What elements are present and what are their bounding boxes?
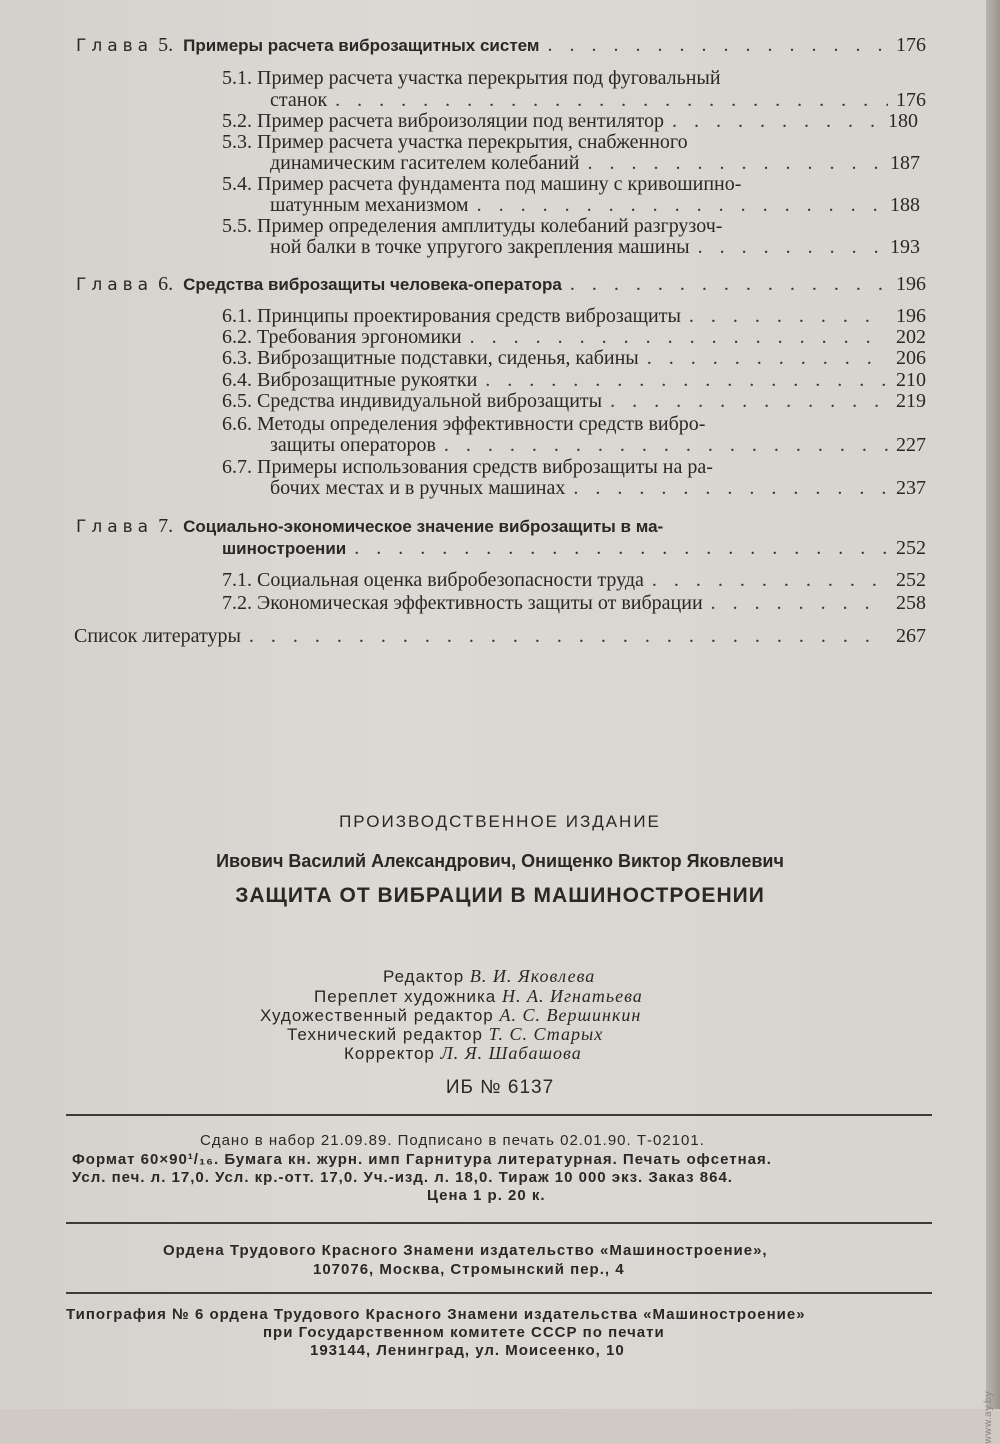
page-number: 219 — [896, 390, 926, 412]
book-title: ЗАЩИТА ОТ ВИБРАЦИИ В МАШИНОСТРОЕНИИ — [235, 884, 765, 907]
specs-line-1: Сдано в набор 21.09.89. Подписано в печать 02.01.90. Т-02101. — [200, 1132, 705, 1149]
page-number: 210 — [896, 369, 926, 391]
toc-references — [74, 625, 926, 647]
section-title: Пример определения амплитуды колебаний разгрузоч- — [257, 215, 723, 237]
leader-dots — [470, 326, 888, 348]
printer-line-2: при Государственном комитете СССР по печати — [263, 1324, 665, 1341]
page-number: 196 — [896, 273, 926, 295]
section-number: 5.2. — [222, 110, 252, 132]
section-title: Принципы проектирования средств виброзащиты — [257, 305, 681, 327]
page-number: 237 — [896, 477, 926, 499]
leader-dots — [335, 89, 888, 111]
leader-dots — [573, 477, 888, 499]
staff-role: Переплет художника — [314, 987, 497, 1006]
section-number: 6.3. — [222, 347, 252, 369]
section-title: Экономическая эффективность защиты от вибрации — [257, 592, 703, 614]
references-title: Список литературы — [74, 625, 241, 647]
publisher-line-1: Ордена Трудового Красного Знамени издательство «Машиностроение», — [163, 1242, 768, 1259]
toc-section-5-1-cont — [270, 89, 926, 111]
chapter-word: Глава — [76, 517, 154, 537]
section-title: Виброзащитные подставки, сиденья, кабины — [257, 347, 639, 369]
printer-line-3: 193144, Ленинград, ул. Моисеенко, 10 — [310, 1342, 625, 1359]
page-number: 202 — [896, 326, 926, 348]
toc-chapter-5 — [76, 34, 926, 57]
section-title-cont: динамическим гасителем колебаний — [270, 152, 580, 174]
section-number: 6.6. — [222, 413, 252, 435]
section-number: 5.3. — [222, 131, 252, 153]
printer-line-1: Типография № 6 ордена Трудового Красного Знамени издательства «Машиностроение» — [66, 1306, 806, 1323]
chapter-number: 5. — [158, 34, 174, 56]
leader-dots — [711, 592, 888, 614]
section-title: Методы определения эффективности средств вибро- — [257, 413, 706, 435]
leader-dots — [698, 236, 882, 258]
staff-role: Корректор — [344, 1044, 435, 1063]
toc-section-5-5 — [222, 215, 842, 237]
page-number: 176 — [896, 89, 926, 111]
section-title-cont: станок — [270, 89, 328, 111]
page-number: 258 — [896, 592, 926, 614]
staff-name: В. И. Яковлева — [469, 966, 596, 986]
section-number: 6.2. — [222, 326, 252, 348]
section-number: 5.1. — [222, 67, 252, 89]
page-number: 180 — [888, 110, 918, 132]
leader-dots — [547, 34, 888, 56]
leader-dots — [444, 434, 888, 456]
page-number: 188 — [890, 194, 920, 216]
leader-dots — [689, 305, 888, 327]
toc-section-6-6 — [222, 413, 842, 435]
chapter-number: 7. — [158, 515, 174, 537]
staff-name: Т. С. Старых — [488, 1024, 604, 1044]
staff-tech-editor — [287, 1024, 603, 1045]
toc-section-6-5 — [222, 390, 926, 412]
toc-section-6-3 — [222, 347, 926, 369]
section-title: Пример расчета фундамента под машину с кривошипно- — [257, 173, 742, 195]
toc-section-5-4-cont — [270, 194, 920, 216]
chapter-number: 6. — [158, 273, 174, 295]
staff-name: Н. А. Игнатьева — [501, 986, 643, 1006]
staff-art-editor — [260, 1005, 641, 1026]
staff-role: Технический редактор — [287, 1025, 483, 1044]
leader-dots — [652, 569, 888, 591]
toc-section-7-2 — [222, 592, 926, 614]
leader-dots — [610, 390, 888, 412]
page-number: 206 — [896, 347, 926, 369]
chapter-title: Социально-экономическое значение виброзащиты в ма- — [183, 517, 664, 536]
chapter-title-cont: шиностроении — [222, 539, 347, 558]
toc-section-7-1 — [222, 569, 926, 591]
section-title: Пример расчета виброизоляции под вентилятор — [257, 110, 664, 132]
chapter-title: Примеры расчета виброзащитных систем — [183, 36, 540, 55]
section-number: 7.2. — [222, 592, 252, 614]
page-edge-shadow — [986, 0, 1000, 1409]
leader-dots — [249, 625, 888, 647]
divider-rule — [66, 1222, 932, 1224]
publisher-line-2: 107076, Москва, Стромынский пер., 4 — [313, 1261, 625, 1278]
leader-dots — [570, 273, 888, 295]
leader-dots — [647, 347, 888, 369]
page-number: 252 — [896, 569, 926, 591]
section-title: Примеры использования средств виброзащиты на ра- — [257, 456, 713, 478]
leader-dots — [354, 537, 888, 559]
page-number: 227 — [896, 434, 926, 456]
staff-binding-artist — [314, 986, 643, 1007]
specs-line-3: Усл. печ. л. 17,0. Усл. кр.-отт. 17,0. Уч.-изд. л. 18,0. Тираж 10 000 экз. Заказ 864. — [72, 1169, 733, 1186]
toc-section-6-6-cont — [270, 434, 926, 456]
section-title: Социальная оценка вибробезопасности труда — [257, 569, 644, 591]
section-title-cont: ной балки в точке упругого закрепления машины — [270, 236, 690, 258]
staff-role: Редактор — [383, 967, 465, 986]
staff-proofreader — [344, 1043, 582, 1064]
edition-type: ПРОИЗВОДСТВЕННОЕ ИЗДАНИЕ — [339, 812, 661, 831]
section-title: Средства индивидуальной виброзащиты — [257, 390, 603, 412]
staff-editor — [383, 966, 595, 987]
section-number: 6.4. — [222, 369, 252, 391]
section-number: 7.1. — [222, 569, 252, 591]
toc-section-5-3 — [222, 131, 842, 153]
toc-section-6-4 — [222, 369, 926, 391]
leader-dots — [485, 369, 888, 391]
section-number: 5.5. — [222, 215, 252, 237]
section-title: Требования эргономики — [257, 326, 462, 348]
section-title-cont: бочих местах и в ручных машинах — [270, 477, 566, 499]
section-number: 6.7. — [222, 456, 252, 478]
divider-rule — [66, 1114, 932, 1116]
toc-section-6-7 — [222, 456, 842, 478]
leader-dots — [477, 194, 882, 216]
page-number: 267 — [896, 625, 926, 647]
chapter-word: Глава — [76, 275, 154, 295]
toc-section-6-1 — [222, 305, 926, 327]
section-title: Пример расчета участка перекрытия под фуговальный — [257, 67, 721, 89]
page-number: 193 — [890, 236, 920, 258]
book-authors: Ивович Василий Александрович, Онищенко Виктор Яковлевич — [216, 851, 784, 871]
leader-dots — [587, 152, 882, 174]
site-watermark: www.ay.by — [983, 1391, 994, 1444]
staff-name: Л. Я. Шабашова — [440, 1043, 582, 1063]
toc-section-5-2 — [222, 110, 918, 132]
page-number: 196 — [896, 305, 926, 327]
toc-chapter-7 — [76, 515, 856, 538]
section-title-cont: защиты операторов — [270, 434, 436, 456]
section-number: 5.4. — [222, 173, 252, 195]
toc-section-6-7-cont — [270, 477, 926, 499]
staff-role: Художественный редактор — [260, 1006, 494, 1025]
section-title-cont: шатунным механизмом — [270, 194, 469, 216]
chapter-title: Средства виброзащиты человека-оператора — [183, 275, 562, 294]
page-number: 187 — [890, 152, 920, 174]
leader-dots — [672, 110, 880, 132]
specs-line-2: Формат 60×90¹/₁₆. Бумага кн. журн. имп Гарнитура литературная. Печать офсетная. — [72, 1151, 772, 1168]
section-title: Виброзащитные рукоятки — [257, 369, 478, 391]
chapter-word: Глава — [76, 36, 154, 56]
toc-section-5-1 — [222, 67, 842, 89]
toc-section-6-2 — [222, 326, 926, 348]
toc-section-5-3-cont — [270, 152, 920, 174]
staff-name: А. С. Вершинкин — [499, 1005, 642, 1025]
section-number: 6.5. — [222, 390, 252, 412]
divider-rule — [66, 1292, 932, 1294]
page-number: 252 — [896, 537, 926, 559]
section-title: Пример расчета участка перекрытия, снабженного — [257, 131, 688, 153]
section-number: 6.1. — [222, 305, 252, 327]
toc-section-5-5-cont — [270, 236, 920, 258]
ib-number: ИБ № 6137 — [445, 1077, 555, 1098]
specs-line-4: Цена 1 р. 20 к. — [427, 1187, 546, 1204]
toc-section-5-4 — [222, 173, 842, 195]
toc-chapter-6 — [76, 273, 926, 296]
toc-chapter-7-cont — [222, 537, 926, 560]
page-number: 176 — [896, 34, 926, 56]
